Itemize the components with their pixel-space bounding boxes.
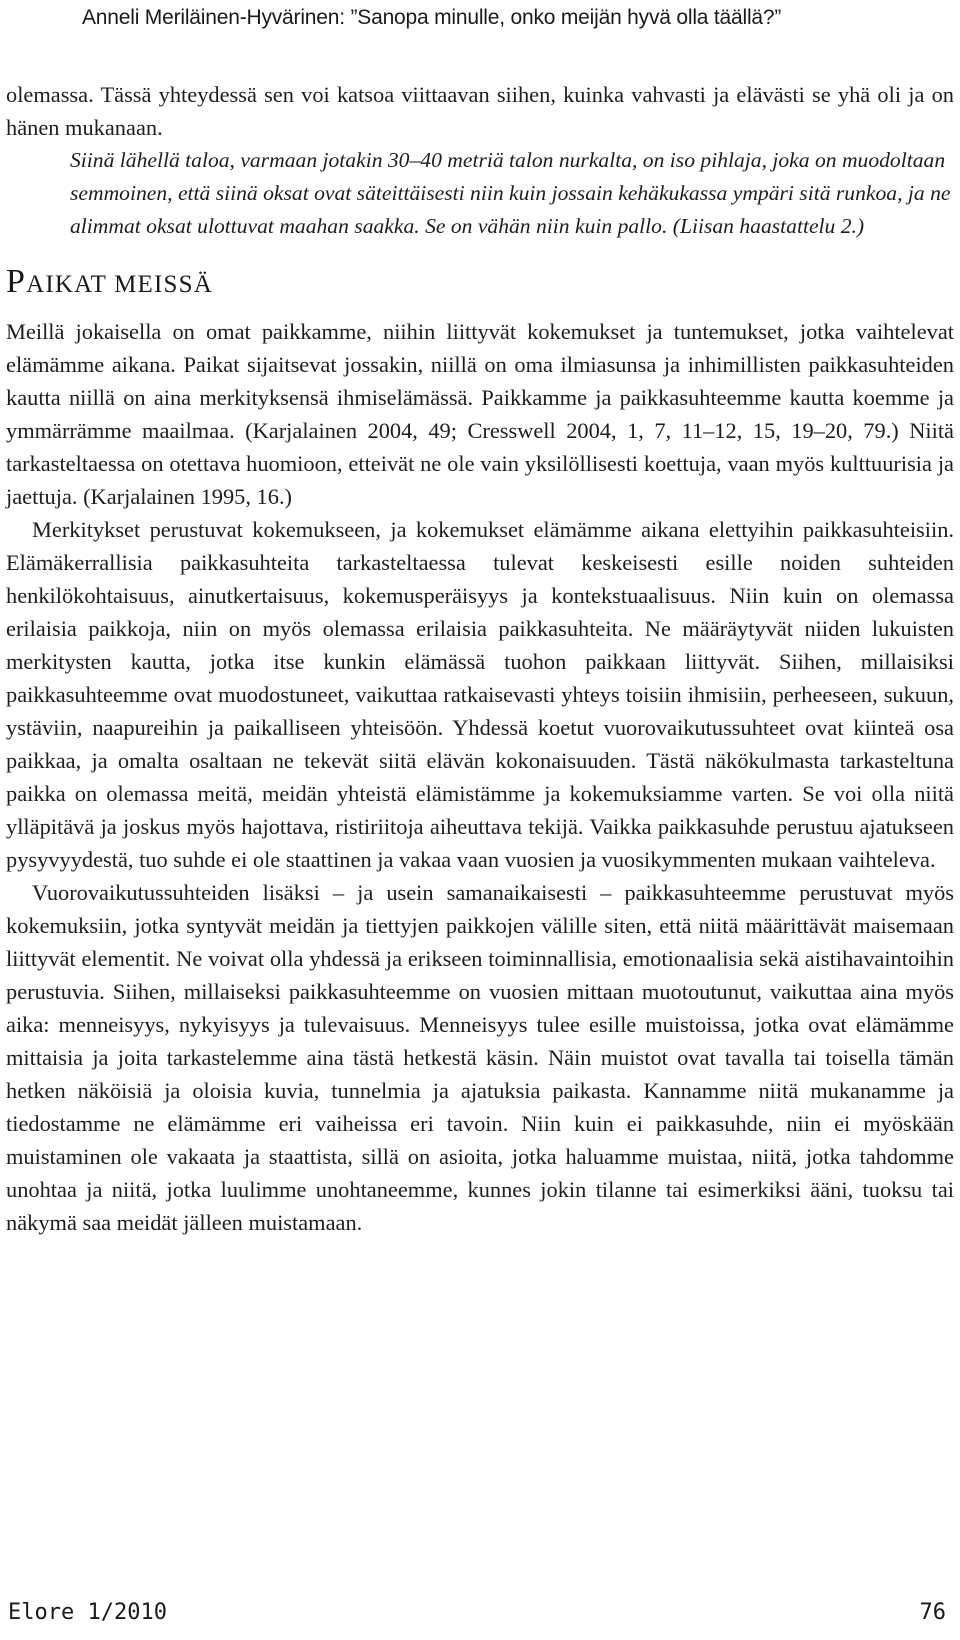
heading-initial: P (6, 263, 27, 300)
paragraph-2: Merkitykset perustuvat kokemukseen, ja kokemukset elämämme aikana elettyihin paikkasuhteisiin. Elämäkerrallisia paikkasuhteita tarkasteltaessa tulevat keskeisesti esille noiden suhteiden henkilökohtaisuus, ainutkertaisuus, kokemusperäisyys ja kontekstuaalisuus. Niin kuin on olemassa erilaisia paikkoja, niin on myös olemassa erilaisia paikkasuhteita. Ne määräytyvät niiden lukuisten merkitysten kautta, jotka itse kunkin elämässä tuohon paikkaan liittyvät. Siihen, millaisiksi paikkasuhteemme ovat muodostuneet, vaikuttaa ratkaisevasti yhteys toisiin ihmisiin, perheeseen, sukuun, ystäviin, naapureihin ja paikalliseen yhteisöön. Yhdessä koetut vuorovaikutussuhteet ovat kiinteä osa paikkaa, ja omalta osaltaan ne tekevät siitä elävän kokonaisuuden. Tästä näkökulmasta tarkasteltuna paikka on olemassa meitä, meidän yhteistä elämistämme ja kokemuksiamme varten. Se voi olla niitä ylläpitävä ja joskus myös hajottava, ristiriitoja aiheuttava tekijä. Vaikka paikkasuhde perustuu ajatukseen pysyvyydestä, tuo suhde ei ole staattinen ja vakaa vaan vuosien ja vuosikymmenten mukaan vaihteleva. (6, 517, 954, 872)
section-heading (6, 265, 954, 301)
page-number: 76 (919, 1600, 946, 1625)
intro-paragraph: olemassa. Tässä yhteydessä sen voi katsoa viittaavan siihen, kuinka vahvasti ja elävästi se yhä oli ja on hänen mukanaan. (6, 82, 954, 140)
journal-issue: Elore 1/2010 (8, 1600, 167, 1625)
article-body (6, 78, 954, 1239)
running-head: Anneli Meriläinen-Hyvärinen: ”Sanopa minulle, onko meijän hyvä olla täällä?” (82, 6, 782, 29)
block-quote: Siinä lähellä taloa, varmaan jotakin 30–40 metriä talon nurkalta, on iso pihlaja, joka on muodoltaan semmoinen, että siinä oksat ovat säteittäisesti niin kuin jossain kehäkukassa ympäri sitä runkoa, ja ne alimmat oksat ulottuvat maahan saakka. Se on vähän niin kuin pallo. (Liisan haastattelu 2.) (70, 148, 951, 238)
paragraph-3: Vuorovaikutussuhteiden lisäksi – ja usein samanaikaisesti – paikkasuhteemme perustuvat myös kokemuksiin, jotka syntyvät meidän ja tiettyjen paikkojen välille siten, että niitä määrittävät maisemaan liittyvät elementit. Ne voivat olla yhdessä ja erikseen toiminnallisia, emotionaalisia sekä aistihavaintoihin perustuvia. Siihen, millaiseksi paikkasuhteemme on vuosien mittaan muotoutunut, vaikuttaa aina myös aika: menneisyys, nykyisyys ja tulevaisuus. Menneisyys tulee esille muistoissa, jotka ovat elämämme mittaisia ja joita tarkastelemme aina tästä hetkestä käsin. Näin muistot ovat tavalla tai toisella tämän hetken näköisiä ja oloisia kuvia, tunnelmia ja ajatuksia paikasta. Kannamme niitä mukanamme ja tiedostamme ne elämämme eri vaiheissa eri tavoin. Niin kuin ei paikkasuhde, niin ei myöskään muistaminen ole vakaata ja staattista, sillä on asioita, jotka haluamme muistaa, niitä, jotka tahdomme unohtaa ja niitä, jotka luulimme unohtaneemme, kunnes jokin tilanne tai esimerkiksi ääni, tuoksu tai näkymä saa meidät jälleen muistamaan. (6, 880, 954, 1235)
page-footer (8, 1600, 946, 1625)
paragraph-1: Meillä jokaisella on omat paikkamme, niihin liittyvät kokemukset ja tuntemukset, jotka vaihtelevat elämämme aikana. Paikat sijaitsevat jossakin, niillä on oma ilmiasunsa ja inhimillisten paikkasuhteiden kautta niillä on aina merkityksensä ihmiselämässä. Paikkamme ja paikkasuhteemme kautta koemme ja ymmärrämme maailmaa. (Karjalainen 2004, 49; Cresswell 2004, 1, 7, 11–12, 15, 19–20, 79.) Niitä tarkasteltaessa on otettava huomioon, etteivät ne ole vain yksilöllisesti koettuja, vaan myös kulttuurisia ja jaettuja. (Karjalainen 1995, 16.) (6, 319, 954, 509)
heading-rest: AIKAT MEISSÄ (26, 271, 213, 298)
